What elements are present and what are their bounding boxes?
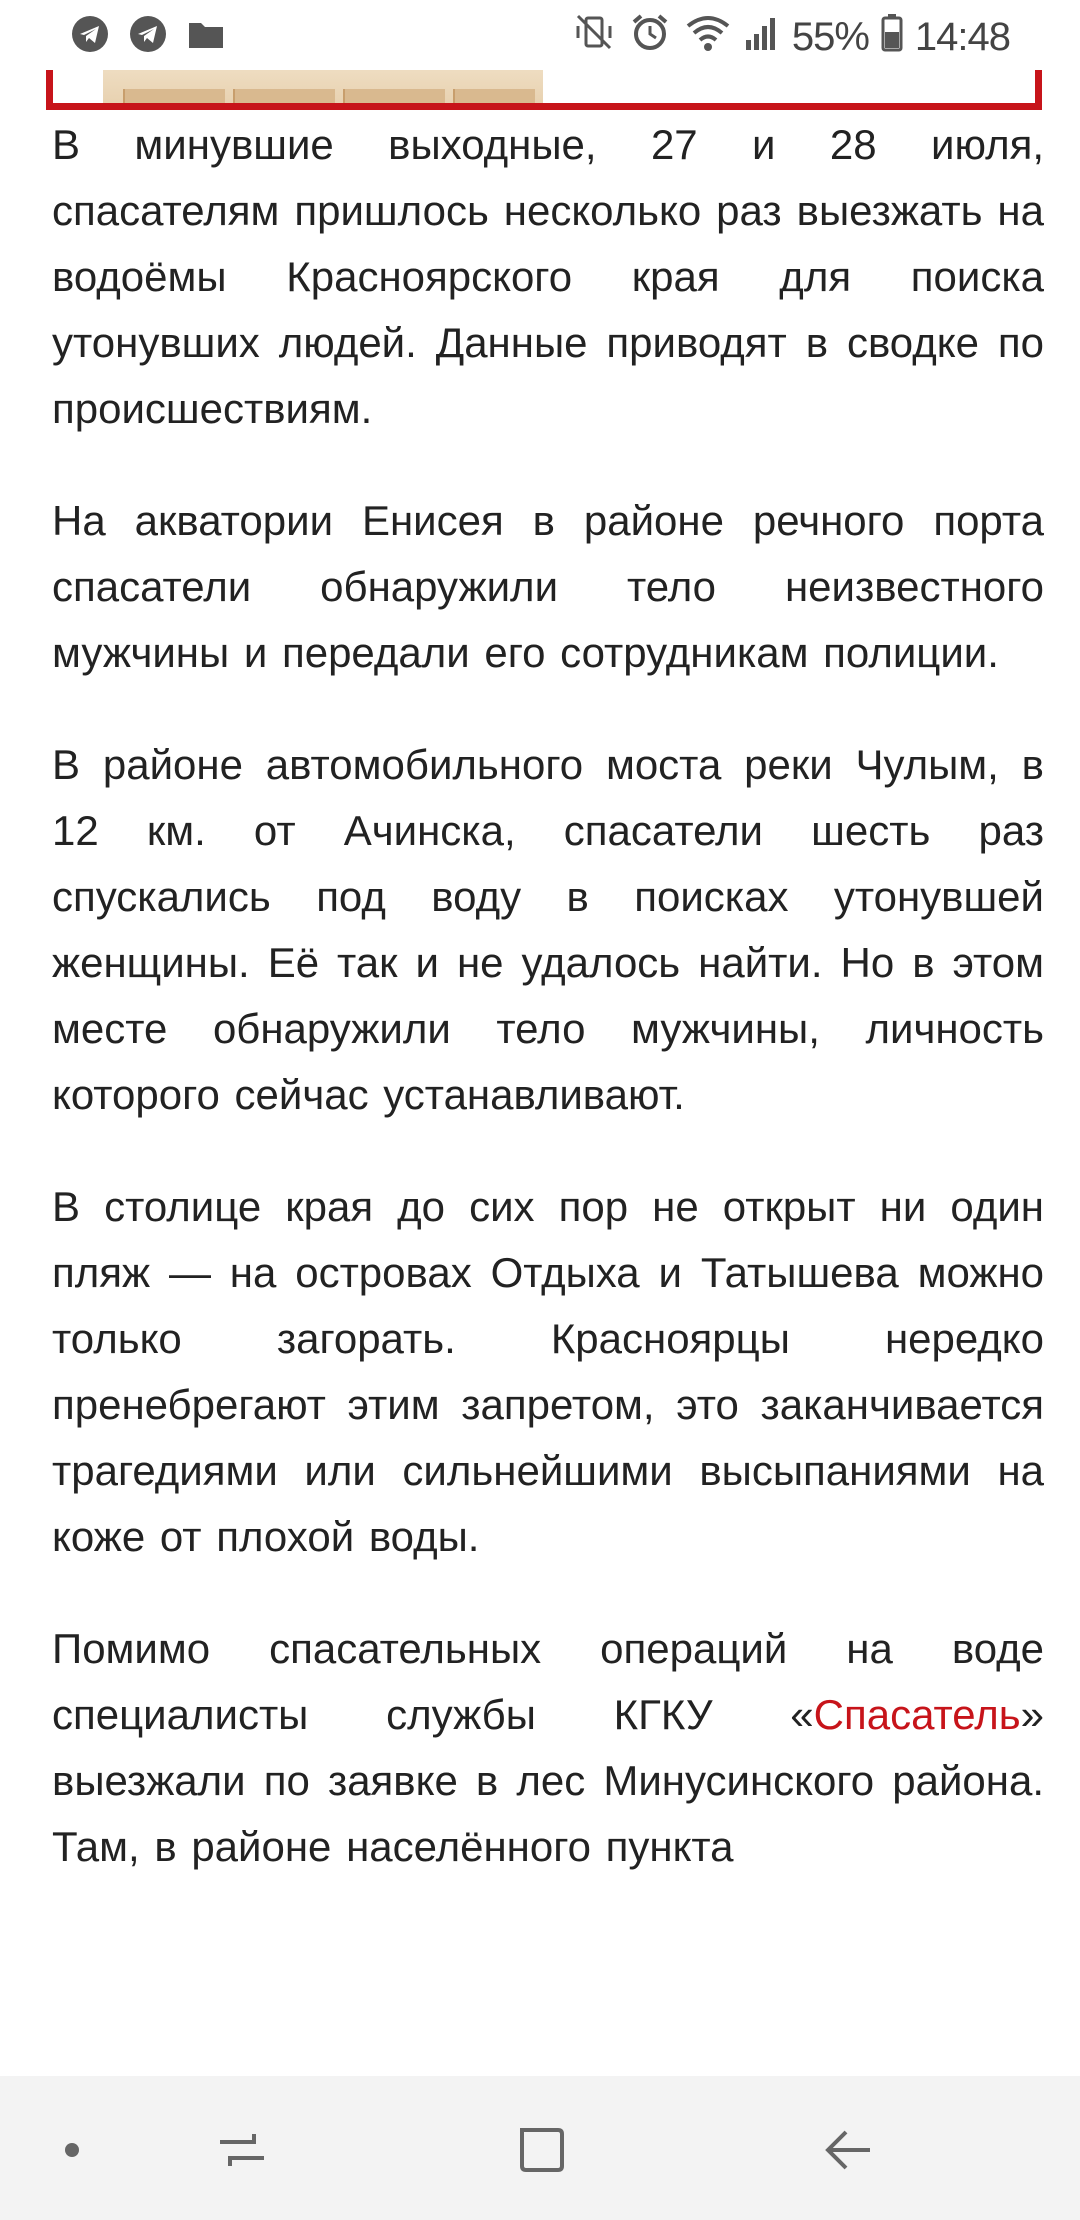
article-paragraph: В столице края до сих пор не открыт ни один пляж — на островах Отдыха и Татышева можно только загорать. Красноярцы нередко пренебрегают этим запретом, это заканчивается трагедиями или сильнейшими высыпаниями на коже от плохой воды.	[52, 1183, 1044, 1560]
clock: 14:48	[914, 14, 1010, 59]
signal-icon	[744, 10, 780, 64]
home-icon[interactable]	[512, 2120, 572, 2180]
alarm-icon	[628, 10, 672, 64]
status-bar	[0, 0, 1080, 70]
article-paragraph	[52, 1616, 1044, 1880]
battery-percent: 55%	[791, 14, 869, 59]
recent-apps-icon[interactable]	[212, 2120, 272, 2180]
article-body	[52, 112, 1044, 1926]
notification-icons	[70, 14, 226, 59]
article-paragraph: На акватории Енисея в районе речного порта спасатели обнаружили тело неизвестного мужчины и передали его сотрудникам полиции.	[52, 497, 1044, 676]
back-icon[interactable]	[818, 2120, 878, 2180]
article-paragraph: В районе автомобильного моста реки Чулым, в 12 км. от Ачинска, спасатели шесть раз спускались под воду в поисках утонувшей женщины. Её так и не удалось найти. Но в этом месте обнаружили тело мужчины, личность которого сейчас устанавливают.	[52, 741, 1044, 1118]
navigation-bar	[0, 2076, 1080, 2220]
wifi-icon	[684, 10, 732, 64]
telegram-icon	[70, 14, 110, 59]
spasatel-link[interactable]: Спасатель	[813, 1691, 1021, 1738]
battery-icon	[881, 10, 903, 64]
paragraph-text: » выезжали по заявке в лес Минусинского района. Там, в районе населённого пункта	[52, 1691, 1044, 1870]
paragraph-text: Помимо спасательных операций на воде специалисты службы КГКУ «	[52, 1625, 1044, 1738]
system-indicators	[572, 10, 1010, 64]
folder-icon	[186, 14, 226, 59]
telegram-icon	[128, 14, 168, 59]
dot-icon[interactable]	[42, 2120, 102, 2180]
article-paragraph: В минувшие выходные, 27 и 28 июля, спасателям пришлось несколько раз выезжать на водоёмы Красноярского края для поиска утонувших людей. Данные приводят в сводке по происшествиям.	[52, 121, 1044, 432]
mute-vibrate-icon	[572, 10, 616, 64]
